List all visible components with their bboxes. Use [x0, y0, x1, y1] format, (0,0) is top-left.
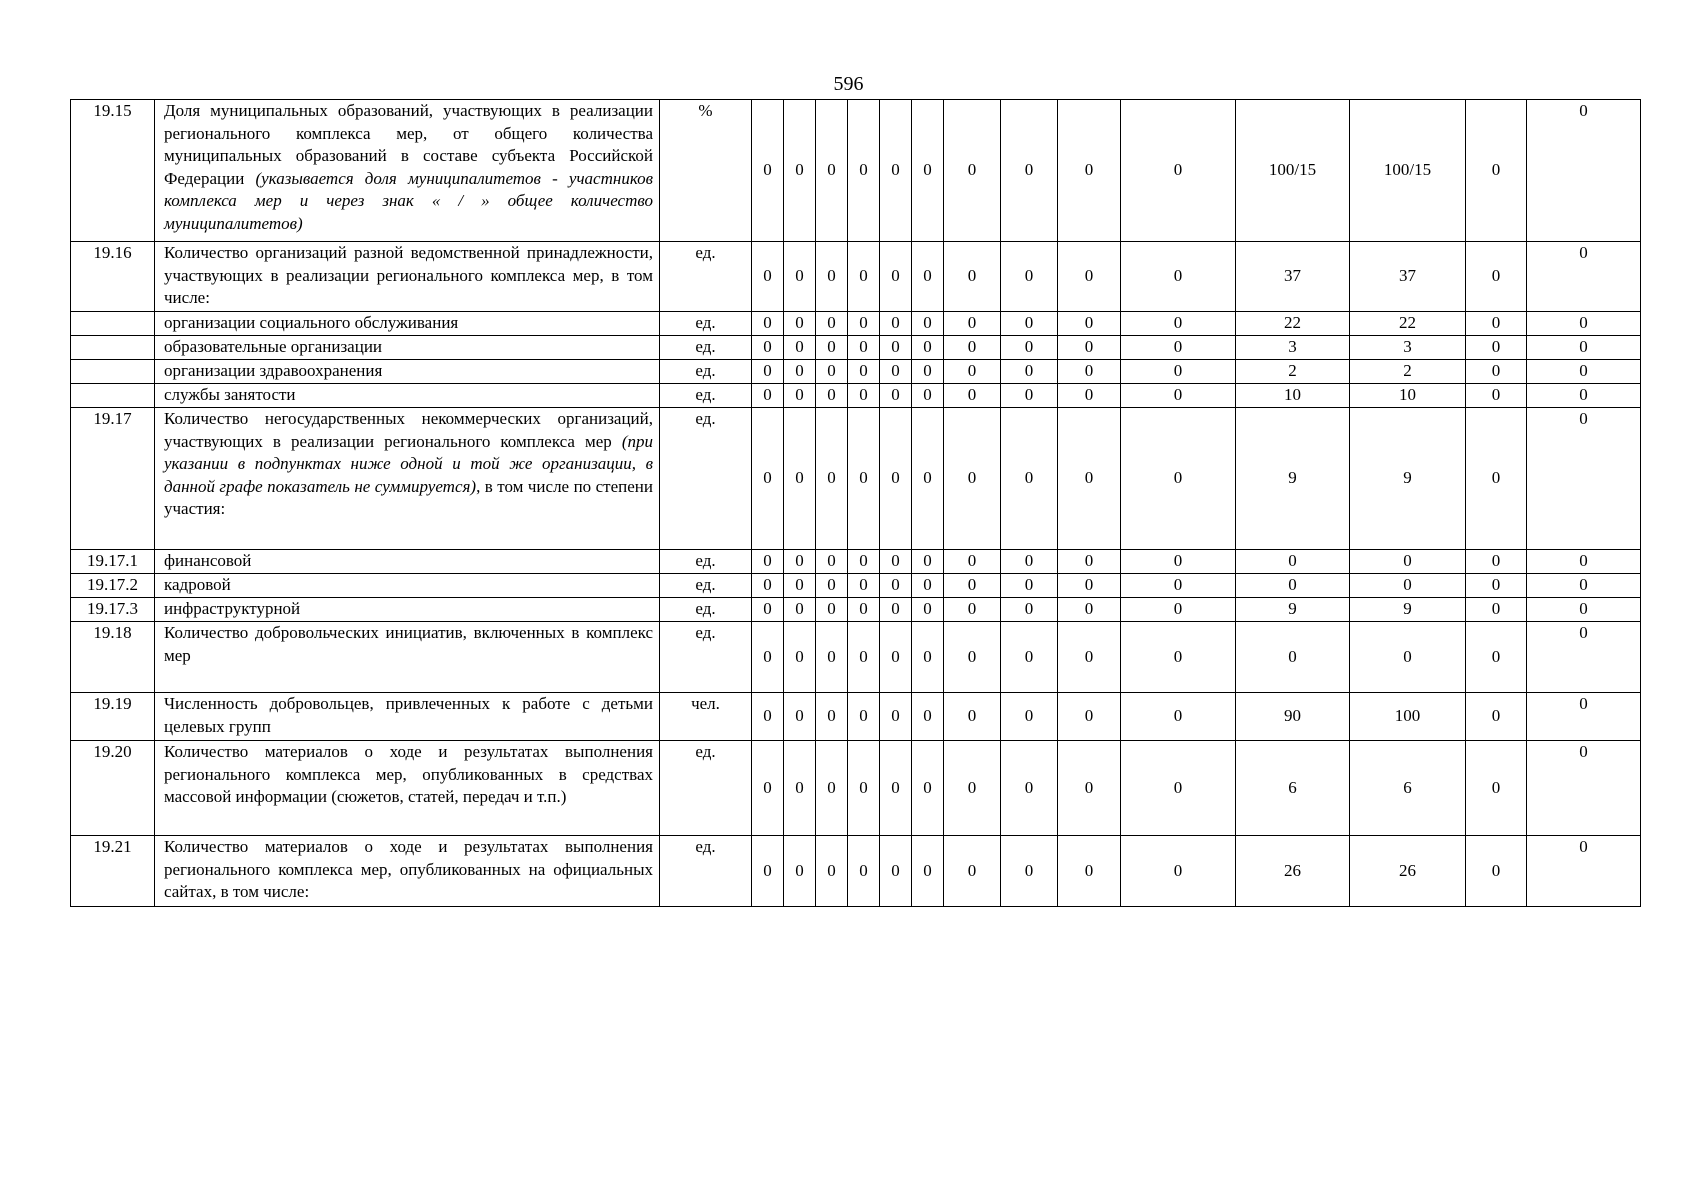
table-row	[71, 408, 1641, 550]
final-value-cell: 0	[1527, 693, 1641, 741]
value-cell: 0	[1121, 100, 1236, 242]
description-text: инфраструктурной	[164, 599, 301, 619]
value-cell: 0	[912, 360, 944, 384]
value-cell: 0	[880, 622, 912, 693]
value-cell: 0	[912, 312, 944, 336]
table-row	[71, 550, 1641, 574]
final-value-cell: 0	[1527, 360, 1641, 384]
value-cell: 2	[1236, 360, 1350, 384]
description-text: Количество материалов о ходе и результатах выполнения регионального комплекса мер, опубликованных в средствах массовой информации (сюжетов, статей, передач и т.п.)	[164, 742, 653, 807]
value-cell: 0	[1121, 574, 1236, 598]
table-row	[71, 836, 1641, 907]
value-cell: 0	[816, 693, 848, 741]
value-cell: 0	[1001, 336, 1058, 360]
value-cell: 0	[1466, 242, 1527, 312]
description-cell	[155, 312, 660, 336]
value-cell: 6	[1350, 741, 1466, 836]
description-text: Доля муниципальных образований, участвующих в реализации регионального комплекса мер, от общего количества муниципальных образований в составе субъекта Российской Федерации	[164, 101, 653, 188]
value-cell: 0	[1058, 408, 1121, 550]
value-cell: 0	[1121, 408, 1236, 550]
value-cell: 0	[1121, 598, 1236, 622]
description-text: службы занятости	[164, 385, 296, 405]
value-cell: 0	[1058, 100, 1121, 242]
description-text: организации здравоохранения	[164, 361, 383, 381]
value-cell: 0	[1001, 312, 1058, 336]
value-cell: 0	[944, 622, 1001, 693]
value-cell: 0	[784, 100, 816, 242]
value-cell: 0	[752, 336, 784, 360]
value-cell: 0	[1466, 574, 1527, 598]
value-cell: 0	[848, 622, 880, 693]
description-text: Количество материалов о ходе и результатах выполнения регионального комплекса мер, опубликованных на официальных сайтах, в том числе:	[164, 837, 653, 902]
value-cell: 0	[1001, 622, 1058, 693]
value-cell: 0	[752, 312, 784, 336]
description-cell	[155, 836, 660, 907]
table-row	[71, 693, 1641, 741]
value-cell: 37	[1236, 242, 1350, 312]
value-cell: 0	[1466, 360, 1527, 384]
value-cell: 0	[784, 598, 816, 622]
value-cell: 0	[1001, 741, 1058, 836]
unit-cell: ед.	[660, 242, 752, 312]
value-cell: 0	[1121, 836, 1236, 907]
final-value-cell: 0	[1527, 574, 1641, 598]
unit-cell: %	[660, 100, 752, 242]
value-cell: 0	[752, 100, 784, 242]
value-cell: 0	[944, 598, 1001, 622]
value-cell: 0	[880, 741, 912, 836]
row-number-cell: 19.17.1	[71, 550, 155, 574]
unit-cell: ед.	[660, 741, 752, 836]
value-cell: 0	[1058, 574, 1121, 598]
description-cell	[155, 336, 660, 360]
value-cell: 0	[1058, 242, 1121, 312]
value-cell: 0	[944, 408, 1001, 550]
value-cell: 0	[944, 360, 1001, 384]
value-cell: 3	[1350, 336, 1466, 360]
value-cell: 0	[880, 312, 912, 336]
table-row	[71, 598, 1641, 622]
value-cell: 0	[944, 242, 1001, 312]
unit-cell: ед.	[660, 336, 752, 360]
row-number-cell: 19.20	[71, 741, 155, 836]
value-cell: 0	[1121, 360, 1236, 384]
value-cell: 0	[1001, 550, 1058, 574]
table-row	[71, 100, 1641, 242]
value-cell: 0	[912, 550, 944, 574]
description-text: образовательные организации	[164, 337, 383, 357]
value-cell: 0	[784, 336, 816, 360]
value-cell: 9	[1350, 408, 1466, 550]
value-cell: 0	[880, 100, 912, 242]
row-number-cell: 19.18	[71, 622, 155, 693]
unit-cell: ед.	[660, 384, 752, 408]
value-cell: 0	[944, 836, 1001, 907]
value-cell: 0	[880, 408, 912, 550]
value-cell: 0	[816, 574, 848, 598]
value-cell: 0	[912, 598, 944, 622]
row-number-cell	[71, 336, 155, 360]
value-cell: 26	[1236, 836, 1350, 907]
value-cell: 0	[1001, 242, 1058, 312]
value-cell: 37	[1350, 242, 1466, 312]
value-cell: 0	[752, 836, 784, 907]
value-cell: 0	[1466, 312, 1527, 336]
value-cell: 0	[912, 408, 944, 550]
value-cell: 0	[848, 384, 880, 408]
value-cell: 0	[1466, 741, 1527, 836]
value-cell: 0	[880, 574, 912, 598]
value-cell: 0	[784, 550, 816, 574]
row-number-cell	[71, 312, 155, 336]
final-value-cell: 0	[1527, 100, 1641, 242]
table-row	[71, 312, 1641, 336]
value-cell: 0	[880, 550, 912, 574]
value-cell: 0	[880, 336, 912, 360]
description-cell	[155, 384, 660, 408]
description-text: Численность добровольцев, привлеченных к работе с детьми целевых групп	[164, 694, 653, 736]
value-cell: 0	[1058, 598, 1121, 622]
value-cell: 0	[912, 574, 944, 598]
value-cell: 0	[784, 242, 816, 312]
value-cell: 0	[880, 693, 912, 741]
value-cell: 10	[1350, 384, 1466, 408]
value-cell: 0	[1001, 693, 1058, 741]
value-cell: 0	[1466, 336, 1527, 360]
description-cell	[155, 622, 660, 693]
final-value-cell: 0	[1527, 242, 1641, 312]
value-cell: 0	[944, 384, 1001, 408]
value-cell: 0	[784, 622, 816, 693]
value-cell: 0	[1350, 574, 1466, 598]
value-cell: 0	[912, 242, 944, 312]
value-cell: 0	[848, 312, 880, 336]
description-text: Количество негосударственных некоммерческих организаций, участвующих в реализации регионального комплекса мер	[164, 409, 653, 451]
table-row	[71, 574, 1641, 598]
value-cell: 0	[848, 574, 880, 598]
value-cell: 0	[752, 408, 784, 550]
value-cell: 0	[1001, 360, 1058, 384]
value-cell: 0	[1466, 100, 1527, 242]
description-tail: , в том числе по степени участия:	[164, 476, 653, 519]
value-cell: 0	[1121, 312, 1236, 336]
value-cell: 0	[1058, 336, 1121, 360]
value-cell: 0	[816, 100, 848, 242]
final-value-cell: 0	[1527, 336, 1641, 360]
value-cell: 0	[1001, 384, 1058, 408]
description-cell	[155, 598, 660, 622]
unit-cell: ед.	[660, 836, 752, 907]
value-cell: 0	[752, 574, 784, 598]
description-cell	[155, 360, 660, 384]
value-cell: 22	[1236, 312, 1350, 336]
value-cell: 0	[944, 100, 1001, 242]
value-cell: 0	[880, 360, 912, 384]
value-cell: 0	[1058, 622, 1121, 693]
value-cell: 0	[816, 384, 848, 408]
value-cell: 0	[816, 741, 848, 836]
row-number-cell	[71, 360, 155, 384]
value-cell: 10	[1236, 384, 1350, 408]
row-number-cell: 19.19	[71, 693, 155, 741]
value-cell: 0	[1121, 693, 1236, 741]
value-cell: 0	[1466, 622, 1527, 693]
value-cell: 0	[1001, 574, 1058, 598]
value-cell: 0	[784, 836, 816, 907]
value-cell: 0	[1121, 336, 1236, 360]
value-cell: 0	[1058, 836, 1121, 907]
value-cell: 0	[848, 550, 880, 574]
value-cell: 0	[752, 741, 784, 836]
value-cell: 6	[1236, 741, 1350, 836]
value-cell: 0	[1466, 836, 1527, 907]
value-cell: 0	[1466, 408, 1527, 550]
value-cell: 0	[816, 336, 848, 360]
value-cell: 0	[784, 741, 816, 836]
value-cell: 0	[816, 242, 848, 312]
value-cell: 0	[912, 100, 944, 242]
description-note: (при указании в подпунктах ниже одной и той же организации, в данной графе показатель не суммируется)	[164, 431, 654, 496]
value-cell: 0	[880, 384, 912, 408]
value-cell: 0	[1001, 598, 1058, 622]
table-row	[71, 384, 1641, 408]
unit-cell: ед.	[660, 408, 752, 550]
value-cell: 0	[752, 550, 784, 574]
value-cell: 2	[1350, 360, 1466, 384]
value-cell: 0	[912, 336, 944, 360]
value-cell: 100/15	[1236, 100, 1350, 242]
row-number-cell: 19.17.3	[71, 598, 155, 622]
description-cell	[155, 693, 660, 741]
final-value-cell: 0	[1527, 408, 1641, 550]
description-cell	[155, 408, 660, 550]
value-cell: 0	[1466, 598, 1527, 622]
value-cell: 3	[1236, 336, 1350, 360]
value-cell: 22	[1350, 312, 1466, 336]
row-number-cell: 19.16	[71, 242, 155, 312]
value-cell: 0	[752, 360, 784, 384]
value-cell: 100/15	[1350, 100, 1466, 242]
row-number-cell: 19.17.2	[71, 574, 155, 598]
value-cell: 0	[816, 312, 848, 336]
unit-cell: ед.	[660, 550, 752, 574]
value-cell: 0	[784, 574, 816, 598]
unit-cell: чел.	[660, 693, 752, 741]
value-cell: 0	[1058, 360, 1121, 384]
value-cell: 100	[1350, 693, 1466, 741]
value-cell: 0	[1350, 550, 1466, 574]
value-cell: 0	[752, 693, 784, 741]
value-cell: 0	[944, 693, 1001, 741]
value-cell: 0	[880, 598, 912, 622]
table-row	[71, 741, 1641, 836]
value-cell: 0	[944, 741, 1001, 836]
value-cell: 0	[1121, 622, 1236, 693]
value-cell: 0	[848, 598, 880, 622]
value-cell: 0	[944, 312, 1001, 336]
description-cell	[155, 242, 660, 312]
row-number-cell	[71, 384, 155, 408]
value-cell: 0	[1001, 408, 1058, 550]
value-cell: 0	[1058, 550, 1121, 574]
value-cell: 0	[784, 408, 816, 550]
value-cell: 0	[944, 336, 1001, 360]
value-cell: 0	[848, 693, 880, 741]
value-cell: 0	[848, 336, 880, 360]
final-value-cell: 0	[1527, 312, 1641, 336]
value-cell: 0	[1350, 622, 1466, 693]
value-cell: 0	[784, 384, 816, 408]
value-cell: 9	[1236, 408, 1350, 550]
value-cell: 0	[1236, 574, 1350, 598]
table-row	[71, 336, 1641, 360]
value-cell: 0	[816, 836, 848, 907]
table-body	[71, 100, 1641, 907]
value-cell: 0	[752, 242, 784, 312]
page-number: 596	[833, 73, 864, 95]
value-cell: 0	[752, 622, 784, 693]
unit-cell: ед.	[660, 574, 752, 598]
value-cell: 0	[1121, 242, 1236, 312]
value-cell: 0	[1058, 741, 1121, 836]
description-cell	[155, 574, 660, 598]
value-cell: 0	[848, 100, 880, 242]
value-cell: 0	[1121, 741, 1236, 836]
value-cell: 9	[1236, 598, 1350, 622]
value-cell: 0	[1001, 836, 1058, 907]
description-cell	[155, 550, 660, 574]
value-cell: 0	[848, 836, 880, 907]
value-cell: 0	[944, 574, 1001, 598]
value-cell: 0	[816, 360, 848, 384]
indicators-table	[70, 99, 1641, 907]
table-row	[71, 622, 1641, 693]
description-text: финансовой	[164, 551, 252, 571]
value-cell: 0	[880, 242, 912, 312]
unit-cell: ед.	[660, 598, 752, 622]
table-row	[71, 360, 1641, 384]
value-cell: 0	[1058, 384, 1121, 408]
value-cell: 0	[912, 693, 944, 741]
value-cell: 0	[912, 384, 944, 408]
value-cell: 0	[784, 360, 816, 384]
value-cell: 0	[848, 408, 880, 550]
table-row	[71, 242, 1641, 312]
value-cell: 0	[1466, 693, 1527, 741]
value-cell: 0	[912, 741, 944, 836]
value-cell: 0	[816, 598, 848, 622]
row-number-cell: 19.21	[71, 836, 155, 907]
row-number-cell: 19.17	[71, 408, 155, 550]
final-value-cell: 0	[1527, 384, 1641, 408]
final-value-cell: 0	[1527, 550, 1641, 574]
value-cell: 0	[1058, 312, 1121, 336]
unit-cell: ед.	[660, 622, 752, 693]
description-cell	[155, 741, 660, 836]
value-cell: 90	[1236, 693, 1350, 741]
value-cell: 0	[1466, 550, 1527, 574]
final-value-cell: 0	[1527, 622, 1641, 693]
value-cell: 0	[816, 408, 848, 550]
value-cell: 0	[1236, 550, 1350, 574]
value-cell: 0	[1236, 622, 1350, 693]
value-cell: 0	[1121, 550, 1236, 574]
value-cell: 0	[848, 242, 880, 312]
unit-cell: ед.	[660, 360, 752, 384]
value-cell: 0	[1001, 100, 1058, 242]
value-cell: 0	[912, 836, 944, 907]
description-text: Количество добровольческих инициатив, включенных в комплекс мер	[164, 623, 653, 665]
row-number-cell: 19.15	[71, 100, 155, 242]
value-cell: 0	[912, 622, 944, 693]
value-cell: 0	[784, 312, 816, 336]
value-cell: 0	[816, 622, 848, 693]
value-cell: 0	[784, 693, 816, 741]
value-cell: 0	[816, 550, 848, 574]
description-text: кадровой	[164, 575, 231, 595]
final-value-cell: 0	[1527, 836, 1641, 907]
value-cell: 0	[848, 360, 880, 384]
value-cell: 0	[944, 550, 1001, 574]
value-cell: 0	[752, 384, 784, 408]
final-value-cell: 0	[1527, 741, 1641, 836]
value-cell: 0	[752, 598, 784, 622]
value-cell: 9	[1350, 598, 1466, 622]
unit-cell: ед.	[660, 312, 752, 336]
value-cell: 0	[1466, 384, 1527, 408]
description-text: организации социального обслуживания	[164, 313, 459, 333]
value-cell: 0	[1058, 693, 1121, 741]
value-cell: 0	[848, 741, 880, 836]
value-cell: 0	[880, 836, 912, 907]
value-cell: 0	[1121, 384, 1236, 408]
description-cell	[155, 100, 660, 242]
description-text: Количество организаций разной ведомственной принадлежности, участвующих в реализации регионального комплекса мер, в том числе:	[164, 243, 653, 308]
value-cell: 26	[1350, 836, 1466, 907]
final-value-cell: 0	[1527, 598, 1641, 622]
description-note: (указывается доля муниципалитетов - участников комплекса мер и через знак « / » общее количество муниципалитетов)	[164, 168, 653, 233]
